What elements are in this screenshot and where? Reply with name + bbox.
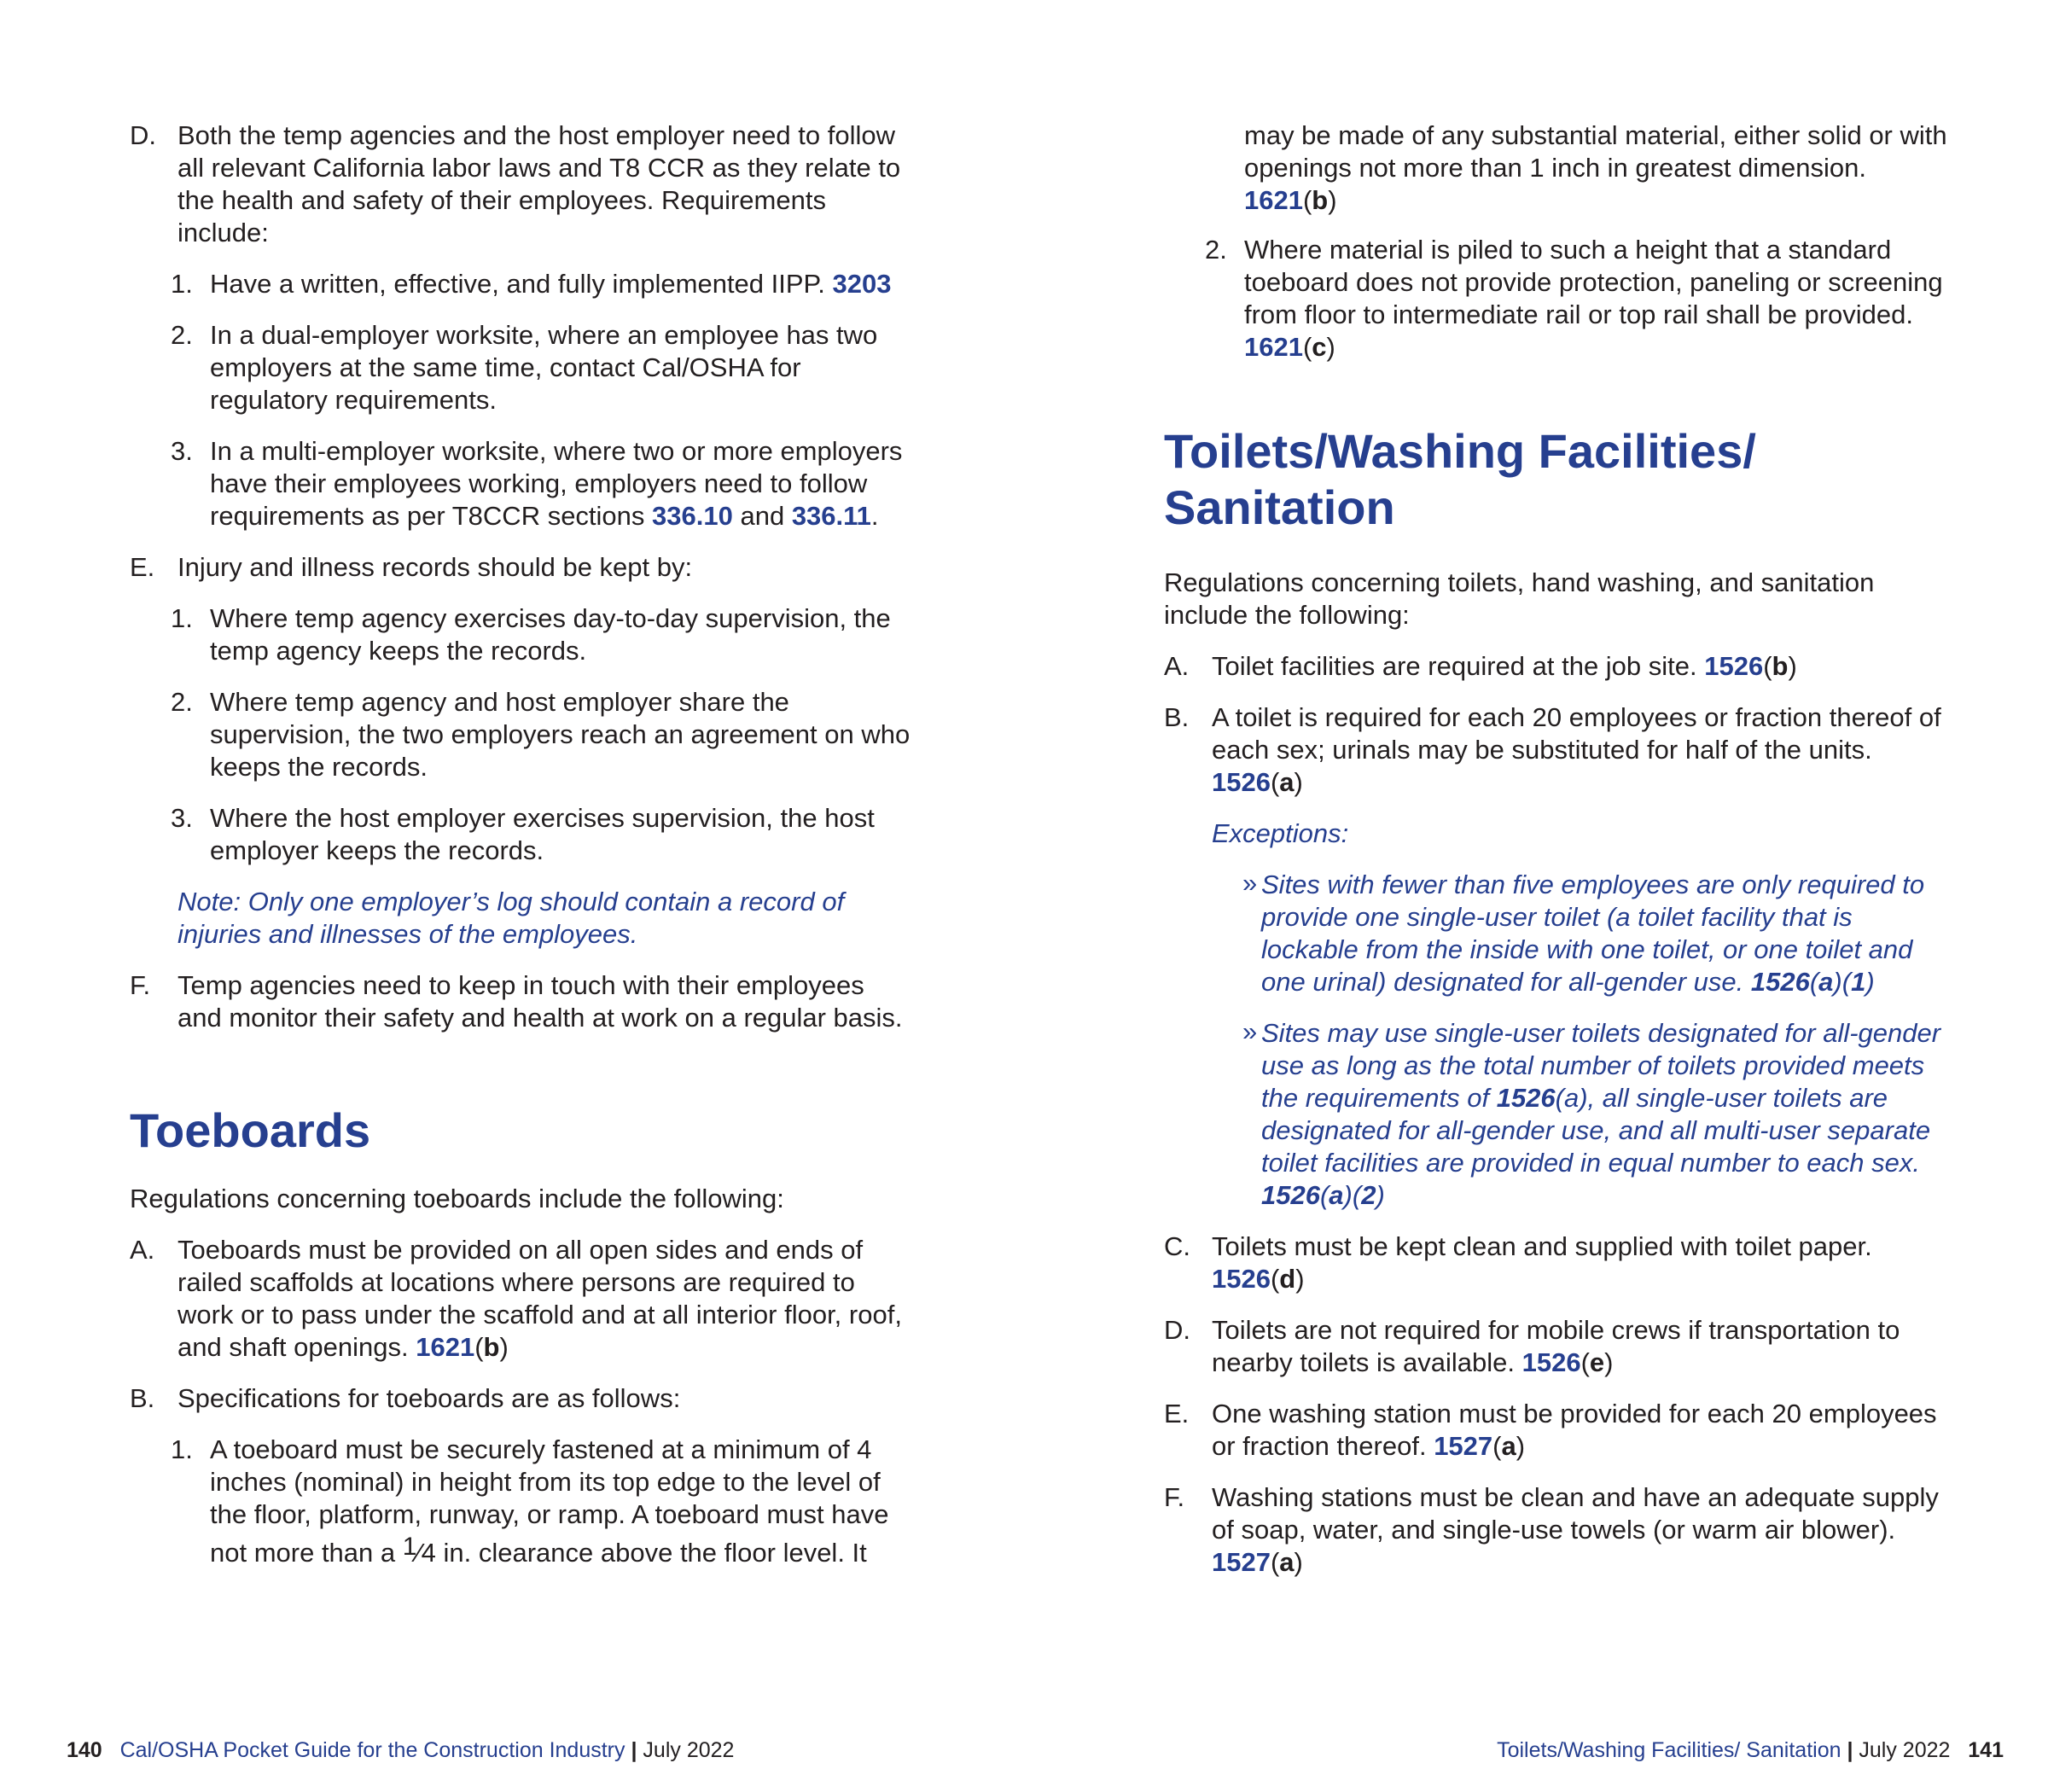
paren: ) bbox=[1865, 967, 1875, 997]
list-item-f bbox=[130, 969, 915, 1034]
sub-marker: 2. bbox=[171, 320, 193, 350]
subsection-letter: c bbox=[1312, 332, 1327, 362]
sub-text: In a multi-employer worksite, where two or more employers have their employees working, employers need to follow requirements as per T8CCR sections bbox=[210, 436, 903, 531]
list-item-b bbox=[130, 1382, 915, 1415]
page-number: 141 bbox=[1968, 1738, 2004, 1762]
footer-date: July 2022 bbox=[643, 1738, 735, 1762]
regulation-link[interactable]: 1621 bbox=[1244, 332, 1303, 362]
list-marker: E. bbox=[130, 552, 155, 582]
paren: ( bbox=[1580, 1347, 1590, 1377]
exceptions-label: Exceptions: bbox=[1212, 818, 1349, 848]
sub-marker: 1. bbox=[171, 603, 193, 633]
bullet-text: Sites with fewer than five employees are only required to provide one single-user toilet (a toilet facility that is lockable from the inside with one toilet, or one toilet and one urinal) designated for all-gender use. bbox=[1261, 870, 1925, 997]
regulation-link[interactable]: 1527 bbox=[1212, 1547, 1271, 1577]
paren: ( bbox=[1270, 1547, 1280, 1577]
paren: ( bbox=[1302, 332, 1312, 362]
page-number: 140 bbox=[67, 1738, 102, 1762]
list-marker: F. bbox=[1164, 1482, 1185, 1512]
list-marker: A. bbox=[130, 1235, 155, 1265]
regulation-link[interactable]: 336.11 bbox=[791, 501, 871, 531]
left-page-content bbox=[130, 119, 915, 1588]
footer-title: Toilets/Washing Facilities/ Sanitation bbox=[1497, 1738, 1841, 1762]
regulation-link[interactable]: 3203 bbox=[832, 269, 892, 299]
list-item-c bbox=[1164, 1231, 1949, 1295]
list-item-e bbox=[130, 551, 915, 584]
list-marker: B. bbox=[130, 1383, 155, 1413]
list-item-d bbox=[130, 119, 915, 249]
list-text: Specifications for toeboards are as follows: bbox=[177, 1383, 681, 1413]
list-marker: E. bbox=[1164, 1399, 1190, 1428]
section-heading-toilets bbox=[1164, 423, 1949, 536]
regulation-link[interactable]: 1526 bbox=[1704, 651, 1764, 681]
sub-text: may be made of any substantial material, either solid or with openings not more than 1 inch in greatest dimension. bbox=[1244, 120, 1947, 183]
paren: ( bbox=[1302, 185, 1312, 215]
paren: ( bbox=[1270, 1264, 1280, 1294]
regulation-link[interactable]: 1526 bbox=[1750, 967, 1810, 997]
footer-separator: | bbox=[631, 1738, 637, 1762]
list-text: Toilet facilities are required at the job site. bbox=[1212, 651, 1705, 681]
paren: ( bbox=[1270, 767, 1280, 797]
list-marker: F. bbox=[130, 970, 151, 1000]
paren: )( bbox=[1833, 967, 1852, 997]
sub-marker: 2. bbox=[171, 687, 193, 717]
sub-text: Where temp agency and host employer share the supervision, the two employers reach an agreement on who keeps the records. bbox=[210, 687, 911, 782]
footer-right bbox=[1497, 1737, 2004, 1763]
subsection-letter: a bbox=[1279, 1547, 1295, 1577]
list-text: Both the temp agencies and the host employer need to follow all relevant California labor laws and T8 CCR as they relate to the health and safety of their employees. Requirements include: bbox=[177, 120, 901, 247]
sub-text: and bbox=[732, 501, 792, 531]
regulation-link[interactable]: 336.10 bbox=[652, 501, 733, 531]
exception-bullet-2 bbox=[1164, 1017, 1949, 1212]
list-item-e bbox=[1164, 1398, 1949, 1463]
list-text: A toilet is required for each 20 employees or fraction thereof of each sex; urinals may be substituted for half of the units. bbox=[1212, 702, 1941, 765]
fraction: $^1$⁄4 bbox=[402, 1533, 436, 1568]
regulation-link[interactable]: 1527 bbox=[1434, 1431, 1493, 1461]
sub-marker: 3. bbox=[171, 436, 193, 466]
note-text: Note: Only one employer’s log should contain a record of injuries and illnesses of the employees. bbox=[177, 887, 845, 949]
paren: ) bbox=[1376, 1180, 1385, 1210]
list-item-a bbox=[1164, 650, 1949, 683]
sub-text: Have a written, effective, and fully implemented IIPP. bbox=[210, 269, 833, 299]
regulation-link[interactable]: 1621 bbox=[1244, 185, 1303, 215]
list-text: Temp agencies need to keep in touch with their employees and monitor their safety and health at work on a regular basis. bbox=[177, 970, 903, 1033]
paren: ( bbox=[1809, 967, 1819, 997]
list-marker: B. bbox=[1164, 702, 1190, 732]
paren: ) bbox=[1604, 1347, 1614, 1377]
subsection-letter: d bbox=[1279, 1264, 1296, 1294]
subsection-letter: a bbox=[1818, 967, 1834, 997]
paren: ) bbox=[1294, 1547, 1303, 1577]
footer-title: Cal/OSHA Pocket Guide for the Construction Industry bbox=[119, 1738, 625, 1762]
right-page-content bbox=[1164, 119, 1949, 1597]
subsection-letter: e bbox=[1589, 1347, 1605, 1377]
subsection-number: 1 bbox=[1851, 967, 1866, 997]
section-heading-toeboards: Toeboards bbox=[130, 1103, 371, 1157]
subsection-number: 2 bbox=[1361, 1180, 1376, 1210]
list-text: One washing station must be provided for each 20 employees or fraction thereof. bbox=[1212, 1399, 1937, 1461]
paren: ( bbox=[474, 1332, 484, 1362]
list-item-f bbox=[1164, 1481, 1949, 1579]
bullet-text: Sites may use single-user toilets designated for all-gender use as long as the total number of toilets provided meets the requirements of bbox=[1261, 1018, 1941, 1113]
paren: ) bbox=[1294, 767, 1303, 797]
list-text: Washing stations must be clean and have an adequate supply of soap, water, and single-use towels (or warm air blower). bbox=[1212, 1482, 1939, 1545]
paren: ) bbox=[1516, 1431, 1526, 1461]
sub-marker: 2. bbox=[1205, 235, 1227, 265]
heading-line: Sanitation bbox=[1164, 480, 1395, 534]
subsection-letter: a bbox=[1329, 1180, 1344, 1210]
fraction-numerator: 1 bbox=[402, 1533, 417, 1561]
exception-bullet-1 bbox=[1164, 869, 1949, 998]
sub-item-b1 bbox=[130, 1434, 915, 1569]
section-intro: Regulations concerning toeboards include the following: bbox=[130, 1184, 784, 1213]
right-page bbox=[1024, 0, 2048, 1792]
sub-text: Where the host employer exercises supervision, the host employer keeps the records. bbox=[210, 803, 875, 865]
subsection-letter: a bbox=[1501, 1431, 1516, 1461]
sub-text: In a dual-employer worksite, where an employee has two employers at the same time, contact Cal/OSHA for regulatory requirements. bbox=[210, 320, 878, 415]
sub-text: A toeboard must be securely fastened at a minimum of 4 inches (nominal) in height from its top edge to the level of the floor, platform, runway, or ramp. A toeboard must have not more than a bbox=[210, 1434, 889, 1568]
paren: ) bbox=[1788, 651, 1797, 681]
list-text: Toeboards must be provided on all open sides and ends of railed scaffolds at locations where persons are required to work or to pass under the scaffold and at all interior floor, roof, and shaft openings. bbox=[177, 1235, 902, 1362]
continued-text bbox=[1164, 119, 1949, 217]
paren: ( bbox=[1319, 1180, 1329, 1210]
list-marker: C. bbox=[1164, 1231, 1190, 1261]
list-text: Injury and illness records should be kept by: bbox=[177, 552, 693, 582]
section-intro: Regulations concerning toilets, hand washing, and sanitation include the following: bbox=[1164, 567, 1875, 630]
heading-line: Toilets/Washing Facilities/ bbox=[1164, 424, 1756, 478]
sub-item-b2 bbox=[1164, 234, 1949, 364]
subsection-letter: b bbox=[1772, 651, 1789, 681]
bullet-marker: » bbox=[1242, 868, 1258, 898]
paren: ( bbox=[1763, 651, 1772, 681]
regulation-link[interactable]: 1526 bbox=[1212, 1264, 1271, 1294]
sub-item-e3 bbox=[130, 802, 915, 867]
list-marker: A. bbox=[1164, 651, 1190, 681]
sub-item-d3 bbox=[130, 435, 915, 532]
list-text: Toilets must be kept clean and supplied with toilet paper. bbox=[1212, 1231, 1872, 1261]
paren: ) bbox=[1326, 332, 1335, 362]
footer-separator: | bbox=[1847, 1738, 1853, 1762]
subsection-letter: b bbox=[1312, 185, 1329, 215]
list-item-d bbox=[1164, 1314, 1949, 1379]
bullet-marker: » bbox=[1242, 1016, 1258, 1046]
sub-text: Where temp agency exercises day-to-day supervision, the temp agency keeps the records. bbox=[210, 603, 891, 666]
paren: ) bbox=[1328, 185, 1337, 215]
sub-item-e1 bbox=[130, 602, 915, 667]
bullet-text: (a), all single-user toilets are designated for all-gender use, and all multi-user separate toilet facilities are provided in equal number to each sex. bbox=[1261, 1083, 1931, 1178]
sub-item-e2 bbox=[130, 686, 915, 783]
sub-item-d1 bbox=[130, 268, 915, 300]
list-marker: D. bbox=[130, 120, 156, 150]
paren: ) bbox=[499, 1332, 509, 1362]
sub-item-d2 bbox=[130, 319, 915, 416]
footer-left bbox=[67, 1737, 734, 1763]
sub-text: in. clearance above the floor level. It bbox=[435, 1538, 867, 1568]
sub-marker: 3. bbox=[171, 803, 193, 833]
sub-marker: 1. bbox=[171, 269, 193, 299]
regulation-link[interactable]: 1621 bbox=[416, 1332, 475, 1362]
paren: ) bbox=[1295, 1264, 1305, 1294]
sub-marker: 1. bbox=[171, 1434, 193, 1464]
list-marker: D. bbox=[1164, 1315, 1190, 1345]
list-item-a bbox=[130, 1234, 915, 1364]
fraction-denominator: 4 bbox=[421, 1538, 436, 1568]
regulation-link[interactable]: 1526 bbox=[1261, 1180, 1320, 1210]
paren: )( bbox=[1343, 1180, 1362, 1210]
regulation-link[interactable]: 1526 bbox=[1496, 1083, 1556, 1113]
list-text: Toilets are not required for mobile crews if transportation to nearby toilets is available. bbox=[1212, 1315, 1900, 1377]
list-item-b bbox=[1164, 701, 1949, 799]
sub-text: Where material is piled to such a height that a standard toeboard does not provide protection, paneling or screening from floor to intermediate rail or top rail shall be provided. bbox=[1244, 235, 1943, 329]
subsection-letter: b bbox=[483, 1332, 500, 1362]
paren: ( bbox=[1492, 1431, 1502, 1461]
footer-date: July 2022 bbox=[1859, 1738, 1951, 1762]
regulation-link[interactable]: 1526 bbox=[1212, 767, 1271, 797]
subsection-letter: a bbox=[1279, 767, 1295, 797]
regulation-link[interactable]: 1526 bbox=[1521, 1347, 1581, 1377]
sub-text: . bbox=[870, 501, 879, 531]
